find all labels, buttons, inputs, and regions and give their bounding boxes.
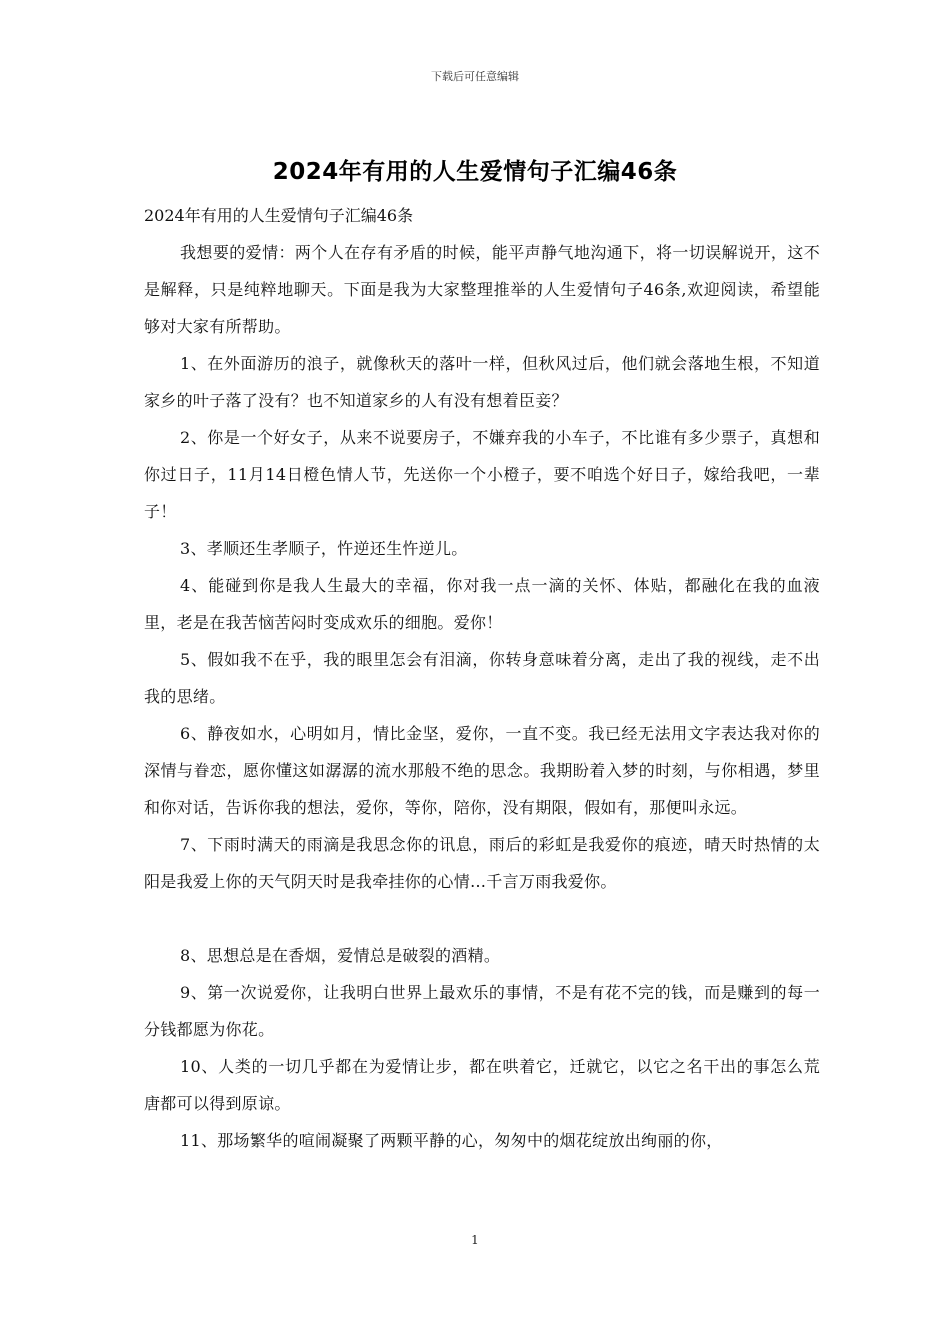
quote-paragraph: 7、下雨时满天的雨滴是我思念你的讯息，雨后的彩虹是我爱你的痕迹，晴天时热情的太阳是我爱上你的天气阴天时是我牵挂你的心情…千言万雨我爱你。 — [144, 835, 820, 891]
header-note: 下载后可任意编辑 — [431, 70, 519, 83]
quote-paragraph: 10、人类的一切几乎都在为爱情让步，都在哄着它，迁就它，以它之名干出的事怎么荒唐都可以得到原谅。 — [144, 1057, 820, 1113]
quote-paragraph: 8、思想总是在香烟，爱情总是破裂的酒精。 — [180, 946, 501, 965]
intro-paragraph: 我想要的爱情：两个人在存有矛盾的时候，能平声静气地沟通下，将一切误解说开，这不是解释，只是纯粹地聊天。下面是我为大家整理推举的人生爱情句子46条,欢迎阅读，希望能够对大家有所帮助。 — [144, 243, 820, 336]
quote-paragraph: 11、那场繁华的喧闹凝聚了两颗平静的心，匆匆中的烟花绽放出绚丽的你， — [180, 1131, 723, 1150]
document-title: 2024年有用的人生爱情句子汇编46条 — [272, 159, 678, 185]
quote-paragraph: 2、你是一个好女子，从来不说要房子，不嫌弃我的小车子，不比谁有多少票子，真想和你过日子，11月14日橙色情人节，先送你一个小橙子，要不咱选个好日子，嫁给我吧，一辈子！ — [144, 428, 820, 521]
quote-paragraph: 1、在外面游历的浪子，就像秋天的落叶一样，但秋风过后，他们就会落地生根，不知道家乡的叶子落了没有？也不知道家乡的人有没有想着臣妾？ — [144, 354, 820, 410]
document-subtitle: 2024年有用的人生爱情句子汇编46条 — [144, 206, 414, 225]
quote-paragraph: 5、假如我不在乎，我的眼里怎会有泪滴，你转身意味着分离，走出了我的视线，走不出我的思绪。 — [144, 650, 820, 706]
quote-paragraph: 9、第一次说爱你，让我明白世界上最欢乐的事情，不是有花不完的钱，而是赚到的每一分钱都愿为你花。 — [144, 983, 820, 1039]
quote-paragraph: 3、孝顺还生孝顺子，忤逆还生忤逆儿。 — [180, 539, 468, 558]
document-body — [144, 197, 820, 1159]
page-number: 1 — [471, 1233, 479, 1247]
quote-paragraph: 4、能碰到你是我人生最大的幸福，你对我一点一滴的关怀、体贴，都融化在我的血液里，老是在我苦恼苦闷时变成欢乐的细胞。爱你！ — [144, 576, 820, 632]
quote-paragraph: 6、静夜如水，心明如月，情比金坚，爱你，一直不变。我已经无法用文字表达我对你的深情与眷恋，愿你懂这如潺潺的流水那般不绝的思念。我期盼着入梦的时刻，与你相遇，梦里和你对话，告诉你我的想法，爱你，等你，陪你，没有期限，假如有，那便叫永远。 — [144, 724, 820, 817]
